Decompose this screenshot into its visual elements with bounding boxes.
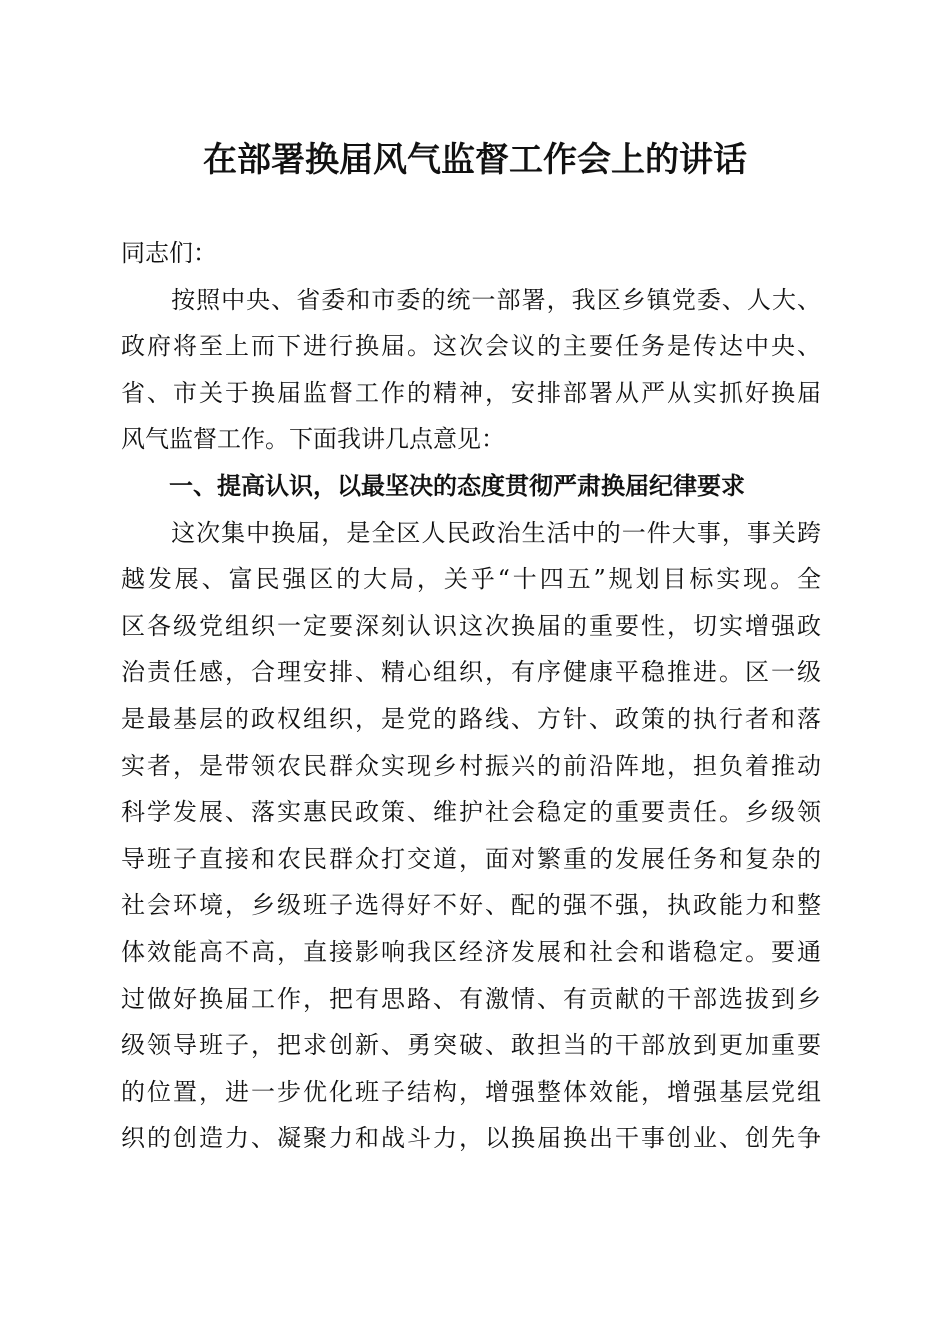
- paragraph-2-line: 体效能高不高，直接影响我区经济发展和社会和谐稳定。要通: [121, 937, 821, 966]
- paragraph-2-line: 导班子直接和农民群众打交道，面对繁重的发展任务和复杂的: [121, 844, 821, 873]
- paragraph-2-line: 级领导班子，把求创新、勇突破、敢担当的干部放到更加重要: [121, 1031, 821, 1060]
- paragraph-2-line: 是最基层的政权组织，是党的路线、方针、政策的执行者和落: [121, 704, 821, 733]
- salutation: 同志们：: [121, 239, 217, 267]
- paragraph-2-line: 科学发展、落实惠民政策、维护社会稳定的重要责任。乡级领: [121, 798, 821, 827]
- paragraph-2-line: 治责任感，合理安排、精心组织，有序健康平稳推进。区一级: [121, 658, 821, 687]
- paragraph-2-line: 这次集中换届，是全区人民政治生活中的一件大事，事关跨: [121, 518, 821, 547]
- paragraph-2-line: 的位置，进一步优化班子结构，增强整体效能，增强基层党组: [121, 1077, 821, 1106]
- paragraph-2-line: 越发展、富民强区的大局，关乎“十四五”规划目标实现。全: [121, 565, 821, 594]
- section-heading-1: 一、提高认识，以最坚决的态度贯彻严肃换届纪律要求: [121, 471, 745, 500]
- paragraph-1-line: 省、市关于换届监督工作的精神，安排部署从严从实抓好换届: [121, 378, 821, 407]
- paragraph-1-line: 按照中央、省委和市委的统一部署，我区乡镇党委、人大、: [121, 285, 821, 314]
- paragraph-2-line: 过做好换届工作，把有思路、有激情、有贡献的干部选拔到乡: [121, 984, 821, 1013]
- paragraph-2-line: 实者，是带领农民群众实现乡村振兴的前沿阵地，担负着推动: [121, 751, 821, 780]
- paragraph-2-line: 区各级党组织一定要深刻认识这次换届的重要性，切实增强政: [121, 611, 821, 640]
- paragraph-2-line: 织的创造力、凝聚力和战斗力，以换届换出干事创业、创先争: [121, 1124, 821, 1153]
- paragraph-1-line: 风气监督工作。下面我讲几点意见：: [121, 425, 505, 454]
- document-title: 在部署换届风气监督工作会上的讲话: [203, 140, 747, 180]
- paragraph-2-line: 社会环境，乡级班子选得好不好、配的强不强，执政能力和整: [121, 891, 821, 920]
- document-body: [121, 230, 821, 1162]
- paragraph-1-line: 政府将至上而下进行换届。这次会议的主要任务是传达中央、: [121, 332, 821, 361]
